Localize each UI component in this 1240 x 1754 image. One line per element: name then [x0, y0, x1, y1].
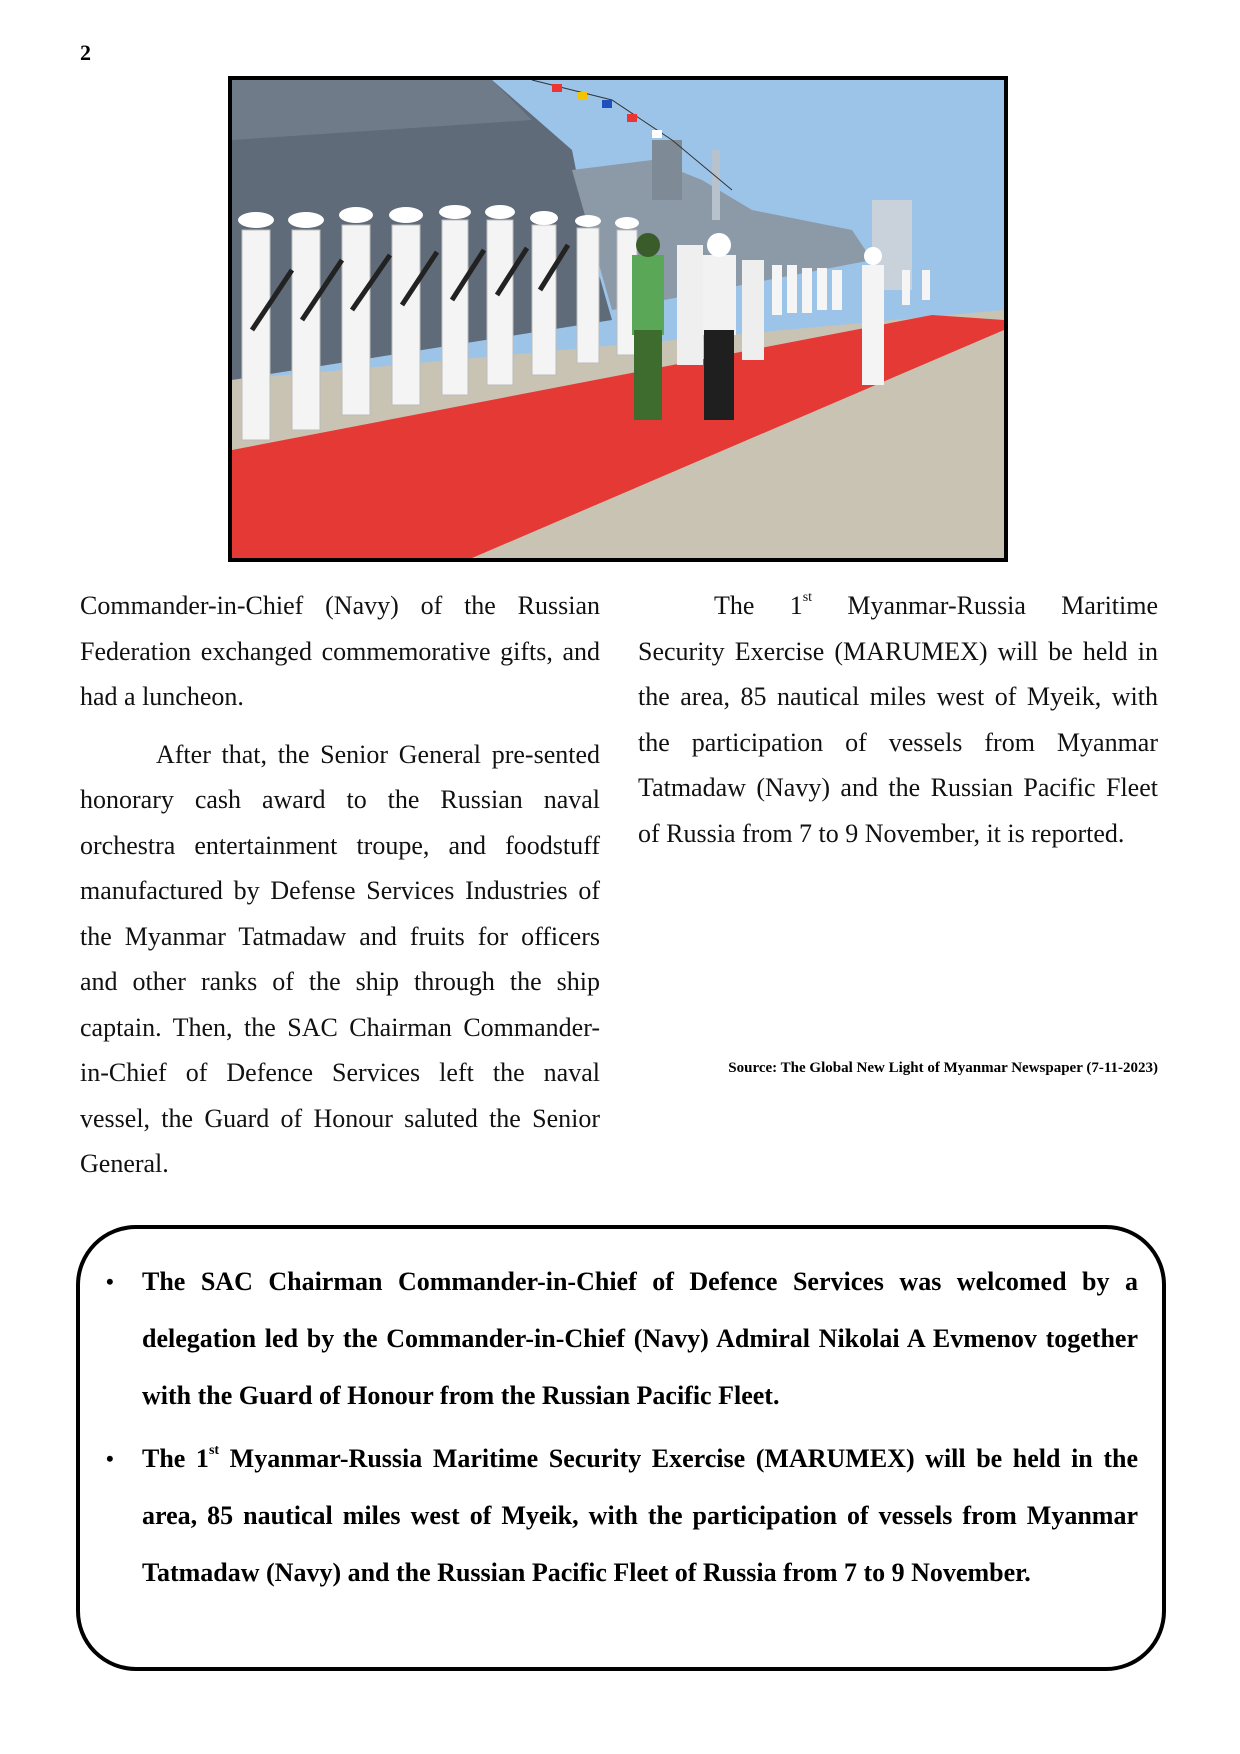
right-column: [638, 583, 1158, 868]
summary-list: [106, 1253, 1138, 1601]
left-paragraph-2: After that, the Senior General pre-sented honorary cash award to the Russian naval orchestra entertainment troupe, and foodstuff manufactured by Defense Services Industries of the Myanmar Tatmadaw and fruits for officers and other ranks of the ship through the ship captain. Then, the SAC Chairman Commander-in-Chief of Defence Services left the naval vessel, the Guard of Honour saluted the Senior General.: [80, 739, 600, 1178]
bullet-icon: •: [106, 1269, 114, 1294]
summary-item-2-rest: Myanmar-Russia Maritime Security Exercise (MARUMEX) will be held in the area, 85 nautical miles west of Myeik, with the participation of vessels from Myanmar Tatmadaw (Navy) and the Russian Pacific Fleet of Russia from 7 to 9 November.: [142, 1444, 1138, 1587]
right-paragraph-1: [638, 583, 1158, 856]
left-column: [80, 583, 600, 1199]
source-citation: Source: The Global New Light of Myanmar Newspaper (7-11-2023): [728, 1060, 1158, 1076]
summary-item-1-text: The SAC Chairman Commander-in-Chief of Defence Services was welcomed by a delegation led by the Commander-in-Chief (Navy) Admiral Nikolai A Evmenov together with the Guard of Honour from the Russian Pacific Fleet.: [142, 1267, 1138, 1410]
ordinal-suffix: st: [208, 1443, 220, 1459]
summary-item-2-start: The 1: [142, 1444, 209, 1473]
left-paragraph-1: Commander-in-Chief (Navy) of the Russian Federation exchanged commemorative gifts, and had a luncheon.: [80, 591, 600, 711]
news-photo: [228, 76, 1008, 562]
page-number: 2: [80, 40, 91, 65]
right-paragraph-rest: Myanmar-Russia Maritime Security Exercise (MARUMEX) will be held in the area, 85 nautical miles west of Myeik, with the participation of vessels from Myanmar Tatmadaw (Navy) and the Russian Pacific Fleet of Russia from 7 to 9 November, it is reported.: [638, 591, 1159, 848]
bullet-icon: •: [106, 1446, 114, 1471]
right-paragraph-start: The 1: [714, 591, 803, 620]
summary-item-2: [106, 1430, 1138, 1601]
summary-item-1: [106, 1253, 1138, 1424]
naval-ceremony-illustration: [232, 80, 1004, 558]
summary-box: [76, 1225, 1166, 1671]
ordinal-suffix: st: [802, 590, 813, 606]
